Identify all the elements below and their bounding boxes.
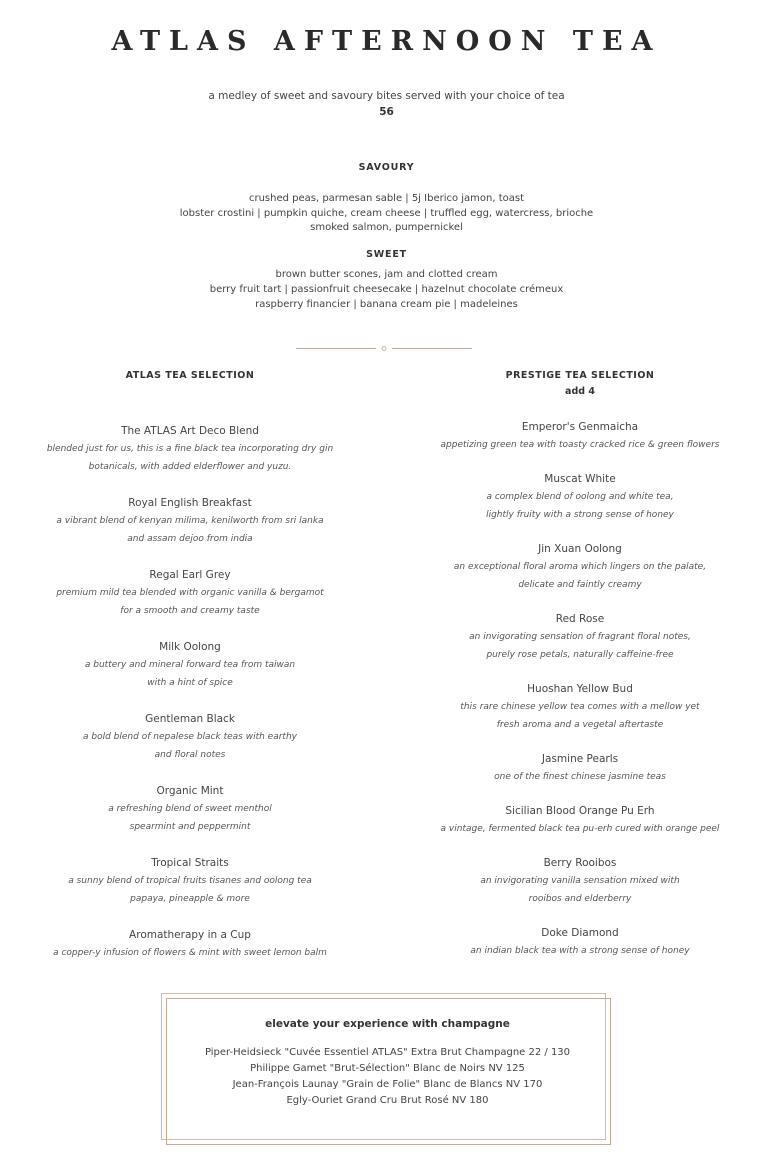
tea-description: appetizing green tea with toasty cracked rice & green flowers — [440, 440, 720, 450]
tea-item — [390, 471, 770, 524]
tea-name: Tropical Straits — [151, 857, 229, 869]
tea-item — [0, 783, 380, 836]
tea-description: with a hint of spice — [147, 678, 233, 688]
savoury-line: crushed peas, parmesan sable | 5j Iberico jamon, toast — [248, 193, 525, 204]
tea-name: Aromatherapy in a Cup — [129, 929, 251, 941]
tea-name: Sicilian Blood Orange Pu Erh — [505, 805, 655, 817]
tea-name: Doke Diamond — [541, 927, 619, 939]
tea-description: an indian black tea with a strong sense of honey — [470, 946, 690, 956]
tea-item — [0, 711, 380, 764]
tea-description: a refreshing blend of sweet menthol — [108, 804, 272, 814]
tea-description: and assam dejoo from india — [127, 534, 253, 544]
tea-description: botanicals, with added elderflower and yuzu. — [88, 462, 292, 472]
tea-item — [0, 423, 380, 476]
tea-description: this rare chinese yellow tea comes with a mellow yet — [460, 702, 700, 712]
tea-description: papaya, pineapple & more — [130, 894, 250, 904]
ornament-divider — [296, 346, 472, 351]
champagne-heading: elevate your experience with champagne — [265, 1018, 510, 1030]
savoury-line: lobster crostini | pumpkin quiche, cream cheese | truffled egg, watercress, brioche — [179, 208, 594, 219]
tea-description: a complex blend of oolong and white tea, — [486, 492, 674, 502]
tea-description: a buttery and mineral forward tea from taiwan — [84, 660, 296, 670]
tea-item — [0, 927, 380, 962]
tea-item — [390, 419, 770, 454]
tea-item — [390, 803, 770, 838]
sweet-line: berry fruit tart | passionfruit cheesecake | hazelnut chocolate crémeux — [209, 284, 564, 295]
tea-description: blended just for us, this is a fine black tea incorporating dry gin — [46, 444, 334, 454]
tea-name: Regal Earl Grey — [149, 569, 231, 581]
prestige-tea-heading: PRESTIGE TEA SELECTION — [505, 370, 655, 381]
tea-description: a bold blend of nepalese black teas with earthy — [83, 732, 297, 742]
tea-name: Jin Xuan Oolong — [538, 543, 622, 555]
tea-name: Gentleman Black — [145, 713, 235, 725]
tea-description: premium mild tea blended with organic vanilla & bergamot — [56, 588, 324, 598]
tea-description: a vintage, fermented black tea pu-erh cured with orange peel — [440, 824, 720, 834]
atlas-tea-list — [0, 423, 380, 962]
tea-name: Huoshan Yellow Bud — [527, 683, 633, 695]
tea-description: purely rose petals, naturally caffeine-free — [486, 650, 674, 660]
tea-item — [390, 925, 770, 960]
tea-item — [0, 495, 380, 548]
champagne-item: Egly-Ouriet Grand Cru Brut Rosé NV 180 — [286, 1095, 489, 1106]
tea-description: spearmint and peppermint — [129, 822, 251, 832]
tea-description: lightly fruity with a strong sense of honey — [486, 510, 674, 520]
champagne-item: Piper-Heidsieck "Cuvée Essentiel ATLAS" Extra Brut Champagne 22 / 130 — [204, 1047, 571, 1058]
tea-description: a sunny blend of tropical fruits tisanes and oolong tea — [68, 876, 312, 886]
tea-item — [390, 681, 770, 734]
tea-name: Milk Oolong — [159, 641, 221, 653]
prestige-add-price: add 4 — [565, 386, 595, 397]
tea-description: fresh aroma and a vegetal aftertaste — [496, 720, 664, 730]
tea-description: and floral notes — [154, 750, 226, 760]
tea-description: rooibos and elderberry — [528, 894, 632, 904]
sweet-line: brown butter scones, jam and clotted cream — [275, 269, 498, 280]
tea-description: an invigorating sensation of fragrant floral notes, — [469, 632, 691, 642]
tea-description: an exceptional floral aroma which lingers on the palate, — [453, 562, 707, 572]
menu-title: ATLAS AFTERNOON TEA — [111, 26, 662, 57]
tea-description: an invigorating vanilla sensation mixed with — [480, 876, 680, 886]
tea-name: Organic Mint — [156, 785, 224, 797]
tea-name: Red Rose — [555, 613, 605, 625]
tea-item — [390, 751, 770, 786]
tea-item — [0, 567, 380, 620]
tea-item — [0, 639, 380, 692]
savoury-line: smoked salmon, pumpernickel — [310, 222, 463, 233]
tea-name: The ATLAS Art Deco Blend — [121, 425, 259, 437]
prestige-tea-column — [390, 370, 770, 977]
tea-name: Jasmine Pearls — [541, 753, 619, 765]
tea-name: Muscat White — [544, 473, 616, 485]
tea-name: Royal English Breakfast — [128, 497, 252, 509]
tea-description: a copper-y infusion of flowers & mint with sweet lemon balm — [53, 948, 327, 958]
tea-item — [0, 855, 380, 908]
tea-description: delicate and faintly creamy — [518, 580, 642, 590]
tea-description: a vibrant blend of kenyan milima, kenilworth from sri lanka — [56, 516, 324, 526]
atlas-tea-heading: ATLAS TEA SELECTION — [125, 370, 255, 381]
tea-description: for a smooth and creamy taste — [120, 606, 260, 616]
sweet-line: raspberry financier | banana cream pie | madeleines — [255, 299, 518, 310]
atlas-tea-column — [0, 370, 380, 981]
champagne-item: Philippe Gamet "Brut-Sélection" Blanc de Noirs NV 125 — [250, 1063, 525, 1074]
tea-name: Emperor's Genmaicha — [521, 421, 639, 433]
tea-item — [390, 541, 770, 594]
menu-price: 56 — [379, 106, 394, 118]
tea-name: Berry Rooibos — [543, 857, 617, 869]
tea-item — [390, 855, 770, 908]
tea-description: one of the finest chinese jasmine teas — [494, 772, 666, 782]
tea-item — [390, 611, 770, 664]
sweet-heading: SWEET — [366, 249, 407, 260]
champagne-item: Jean-François Launay "Grain de Folie" Blanc de Blancs NV 170 — [232, 1079, 543, 1090]
prestige-tea-list — [390, 419, 770, 960]
savoury-heading: SAVOURY — [358, 162, 415, 173]
menu-subtitle: a medley of sweet and savoury bites served with your choice of tea — [208, 90, 565, 102]
